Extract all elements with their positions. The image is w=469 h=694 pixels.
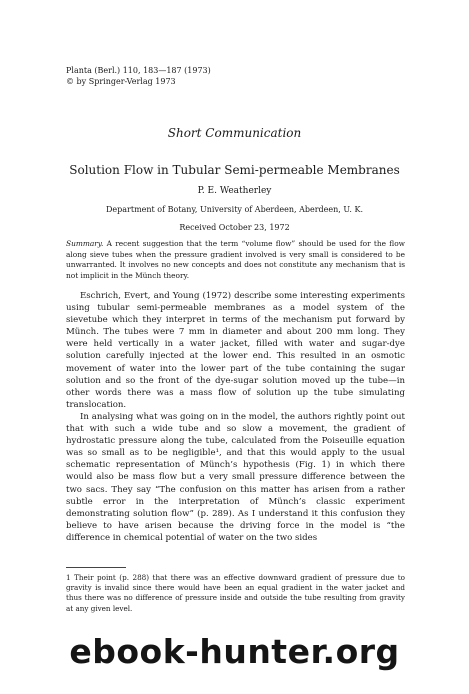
summary-block <box>66 239 405 281</box>
footnote: 1 Their point (p. 288) that there was an effective downward gradient of pressure due to gravity is invalid since there would have been an equal gradient in the water jacket and thus there was no difference of pressure inside and outside the tube resulting from gravity at any given level. <box>66 573 405 613</box>
journal-citation: Planta (Berl.) 110, 183—187 (1973) <box>66 66 211 75</box>
summary-label: Summary. <box>66 239 104 248</box>
article-body <box>66 290 405 544</box>
journal-copyright: © by Springer-Verlag 1973 <box>66 77 176 86</box>
body-paragraph-1: Eschrich, Evert, and Young (1972) describe some interesting experiments using tubular semi-permeable membranes as a model system of the sievetube which they interpret in terms of the mechanism put forward by Münch. The tubes were 7 mm in diameter and about 200 mm long. They were held vertically in a water jacket, filled with water and sugar-dye solution carefully injected at the lower end. This resulted in an osmotic movement of water into the lower part of the tube containing the sugar solution and so the front of the dye-sugar solution moved up the tube—in other words there was a mass flow of solution up the tube simulating translocation. <box>66 291 405 410</box>
watermark-text: ebook-hunter.org <box>69 632 400 671</box>
author-affiliation: Department of Botany, University of Aberdeen, Aberdeen, U. K. <box>106 205 363 214</box>
article-author: P. E. Weatherley <box>197 186 272 196</box>
footnote-rule <box>66 567 126 568</box>
received-date: Received October 23, 1972 <box>179 223 290 232</box>
body-paragraph-2: In analysing what was going on in the model, the authors rightly point out that with such a wide tube and so slow a movement, the gradient of hydrostatic pressure along the tube, calculated from the Poiseuille equation was so small as to be negligible¹, and that this would apply to the usual schematic representation of Münch’s hypothesis (Fig. 1) in which there would also be mass flow but a very small pressure difference between the two sacs. They say “The confusion on this matter has arisen from a rather subtle error in the interpretation of Münch’s classic experiment demonstrating solution flow” (p. 289). As I understand it this confusion they believe to have arisen because the driving force in the model is “the difference in chemical potential of water on the two sides <box>66 411 405 543</box>
journal-header <box>66 65 246 87</box>
summary-text: A recent suggestion that the term “volume flow” should be used for the flow along sieve tubes when the pressure gradient involved is very small is considered to be unwarranted. It involves no new concepts and does not constitute any mechanism that is not implicit in the Münch theory. <box>66 239 405 280</box>
article-title: Solution Flow in Tubular Semi-permeable Membranes <box>69 163 400 177</box>
section-label: Short Communication <box>167 126 302 140</box>
